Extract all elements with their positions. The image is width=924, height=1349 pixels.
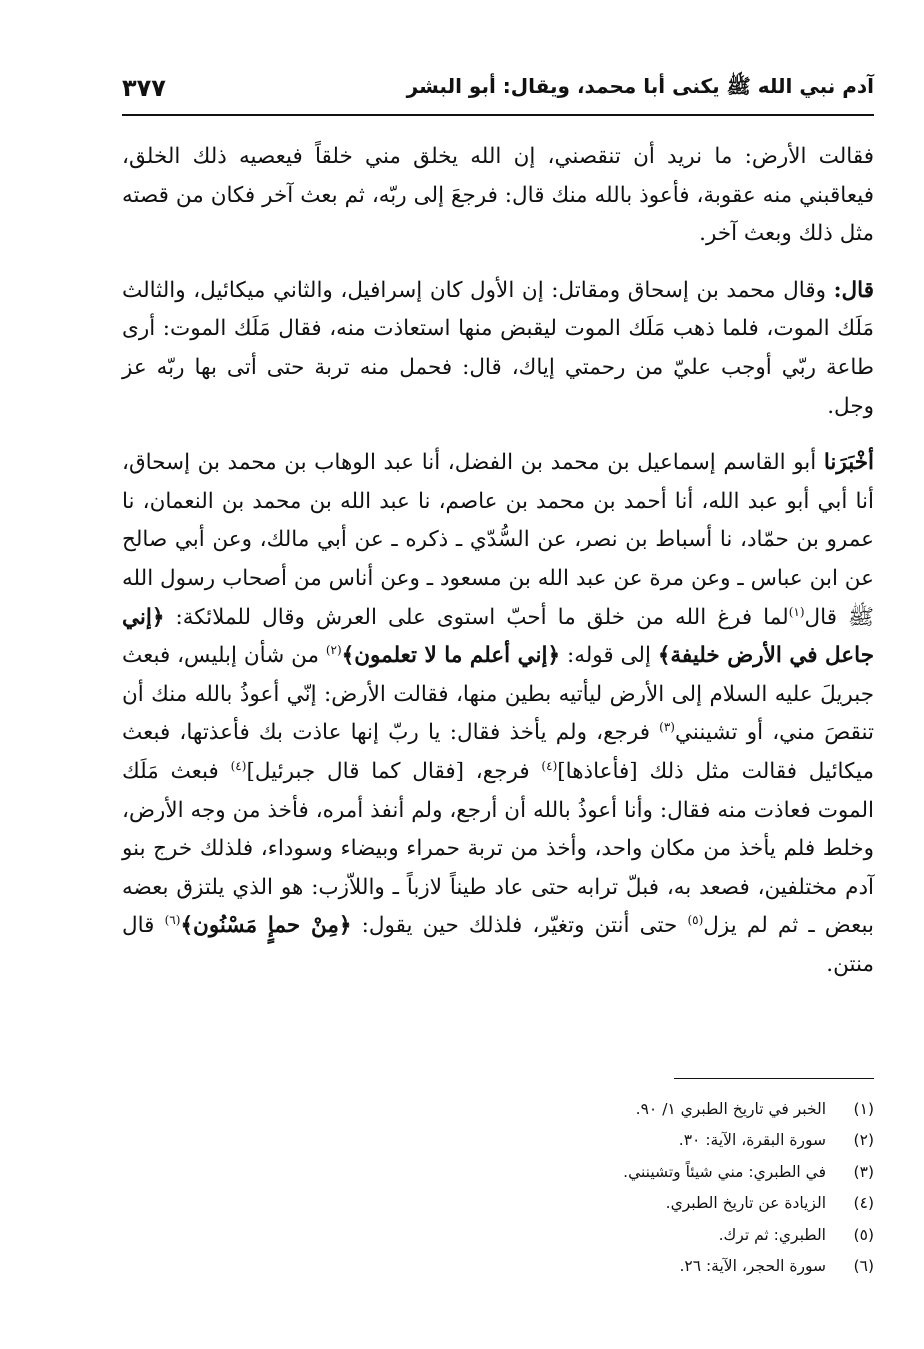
paragraph-2 (122, 272, 874, 426)
footnote-number: (٤) (853, 1194, 874, 1213)
paragraph-text: أبو القاسم إسماعيل بن محمد بن الفضل، أنا عبد الوهاب بن محمد بن إسحاق، أنا أبي أبو عبد الله، أنا أحمد بن محمد بن عاصم، نا عبد الله بن محمد بن النعمان، نا عمرو بن حمّاد، نا أسباط بن نصر، عن السُّدّي ـ ذكره ـ عن أبي مالك، وعن أبي صالح عن ابن عباس ـ وعن مرة عن عبد الله بن مسعود ـ وعن أناس من أصحاب رسول الله ﷺ قال (122, 450, 874, 630)
footnote-ref: (٥) (687, 913, 704, 928)
footnote-number: (١) (853, 1100, 874, 1118)
footnote-ref: (١) (788, 604, 805, 619)
paragraph-text: لما فرغ الله من خلق ما أحبّ استوى على العرش وقال للملائكة: (164, 604, 789, 630)
footnote (274, 1220, 874, 1251)
footnote-number: (٣) (853, 1162, 874, 1181)
page-number: ٣٧٧ (122, 74, 166, 102)
footnote-number: (٦) (853, 1257, 874, 1276)
footnote (274, 1251, 874, 1282)
footnote-ref: (٤) (230, 758, 247, 773)
running-title: آدم نبي الله ﷺ يكنى أبا محمد، ويقال: أبو البشر (406, 73, 874, 98)
paragraph-text: من شأن إبليس، فبعث جبريلَ عليه السلام إلى الأرض ليأتيه بطين منها، فقالت الأرض: إنّي أعوذُ بالله منك أن تنقصَ مني، أو تشينني (122, 643, 874, 746)
footnote-ref: (٤) (541, 758, 558, 773)
paragraph-text: فبعث مَلَك الموت فعاذت منه فقال: وأنا أعوذُ بالله أن أرجع، ولم أنفذ أمره، فأخذ من وجه الأرض، وخلط فلم يأخذ من مكان واحد، وأخذ من تربة حمراء وبيضاء وسوداء، فلذلك خرج بنو آدم مختلفين، فصعد به، فبلّ ترابه حتى عاد طيناً لازباً ـ واللاّزب: هو الذي يلتزق بعضه ببعض ـ ثم لم يزل (122, 758, 874, 939)
main-text (122, 138, 874, 984)
footnote (274, 1094, 874, 1125)
paragraph-lead: أخْبَرَنا (823, 450, 874, 476)
footnote-number: (٢) (853, 1131, 874, 1150)
paragraph-text: فرجع، [فقال كما قال جبرئيل] (246, 758, 542, 784)
footnote-text: الزيادة عن تاريخ الطبري. (665, 1194, 826, 1213)
quran-verse: ﴿مِنْ حمإٍ مَسْنُون﴾ (180, 913, 352, 939)
footnote-ref: (٢) (325, 642, 342, 657)
footnote-text: سورة البقرة، الآية: ٣٠. (678, 1131, 826, 1150)
footnote-divider (674, 1078, 874, 1079)
paragraph-1 (122, 138, 874, 254)
paragraph-text: فرجع، ولم يأخذ فقال: يا ربّ إنها عاذت بك فأعذتها، فبعث ميكائيل فقالت مثل ذلك [فأعاذها] (122, 720, 874, 784)
footnote-text: الطبري: ثم ترك. (718, 1225, 826, 1244)
paragraph-text: قال منتن. (122, 913, 874, 977)
page-header (122, 62, 874, 116)
footnote-ref: (٣) (659, 720, 675, 735)
paragraph-text: حتى أنتن وتغيّر، فلذلك حين يقول: (351, 913, 688, 939)
paragraph-text: وقال محمد بن إسحاق ومقاتل: إن الأول كان إسرافيل، والثاني ميكائيل، والثالث مَلَك الموت، فلما ذهب مَلَك الموت ليقبض منها استعاذت منه، فقال مَلَك الموت: أرى طاعة ربّي أوجب عليّ من رحمتي إياك، قال: فحمل منه تربة حتى أتى بها ربّه عز وجل. (122, 277, 874, 419)
paragraph-lead: قال: (833, 277, 874, 303)
footnote (274, 1188, 874, 1219)
paragraph-text: فقالت الأرض: ما نريد أن تنقصني، إن الله يخلق مني خلقاً فيعصيه ذلك الخلق، فيعاقبني منه عقوبة، فأعوذ بالله منك قال: فرجعَ إلى ربّه، ثم بعث آخر فكان من قصته مثل ذلك وبعث آخر. (122, 144, 874, 247)
footnote-text: في الطبري: مني شيئاً وتشينني. (623, 1162, 826, 1181)
footnote (274, 1157, 874, 1188)
footnote-number: (٥) (853, 1225, 874, 1244)
paragraph-3 (122, 444, 874, 984)
footnote-text: سورة الحجر، الآية: ٢٦. (679, 1257, 826, 1276)
footnote-ref: (٦) (164, 913, 181, 928)
footnote (274, 1125, 874, 1156)
footnote-text: الخبر في تاريخ الطبري ١/ ٩٠. (635, 1100, 826, 1118)
quran-verse: ﴿إني أعلم ما لا تعلمون﴾ (341, 643, 561, 669)
footnotes (274, 1094, 874, 1282)
quran-verse: ﴿إني جاعل في الأرض خليفة﴾ (122, 604, 874, 669)
paragraph-text: إلى قوله: (560, 643, 658, 669)
